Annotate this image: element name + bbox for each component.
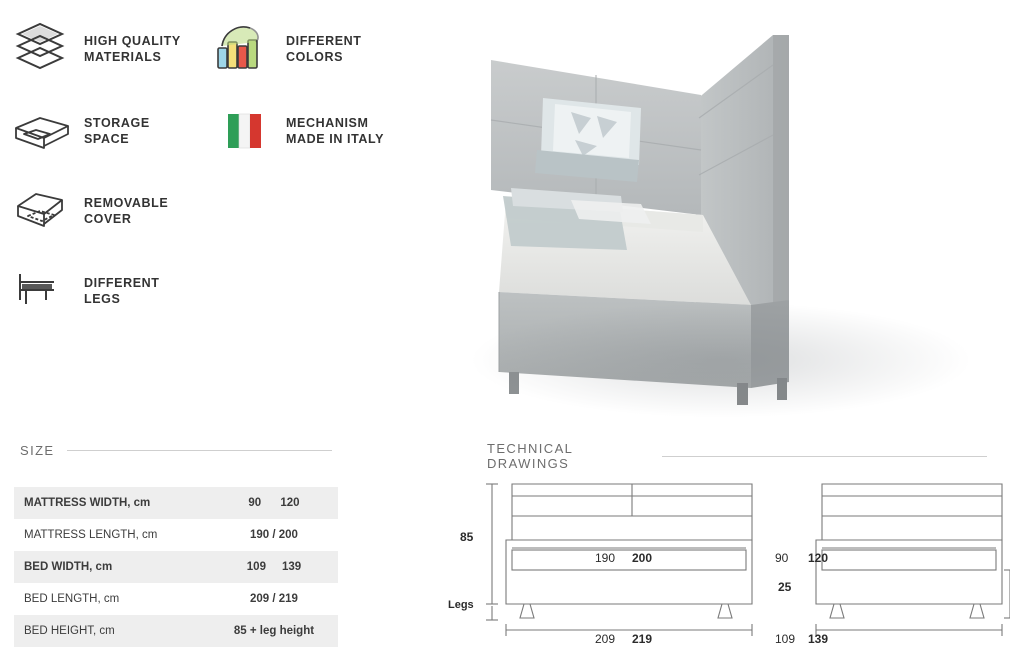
features-list [0,0,470,330]
front-bottom-dim-light: 109 [775,632,796,646]
feature-removable-cover [10,180,168,242]
row-label: MATTRESS LENGTH, cm [24,529,158,541]
bed-product-photo [451,0,1011,425]
front-inner-dim-bold: 120 [808,551,829,565]
color-swatches-icon [212,18,278,80]
feature-label: DIFFERENT COLORS [286,34,362,64]
feature-mechanism-made-in-italy [212,100,384,162]
side-inner-dim-bold: 200 [632,551,653,565]
row-values: 90 120 [248,497,300,509]
side-bottom-dim-bold: 219 [632,632,653,646]
feature-label: MECHANISM MADE IN ITALY [286,116,385,146]
side-inner-dim-light: 190 [595,551,616,565]
photo-shadow [461,300,981,420]
front-inner-dim-light: 90 [775,551,789,565]
storage-box-icon [10,100,76,162]
divider [67,450,332,451]
row-values: 209 / 219 [249,593,298,605]
drawings-svg [450,470,1010,650]
row-label: BED HEIGHT, cm [24,625,115,637]
row-values: 190 / 200 [249,529,298,541]
front-bottom-dim-bold: 139 [808,632,829,646]
row-label: BED LENGTH, cm [24,593,120,605]
feature-different-colors [212,18,362,80]
row-label: BED WIDTH, cm [24,561,113,573]
feature-label: DIFFERENT LEGS [84,276,160,306]
removable-cover-icon [10,180,76,242]
size-table [14,487,338,647]
table-row [14,615,338,647]
row-label: MATTRESS WIDTH, cm [24,497,151,509]
row-values: 85 + leg height [233,625,315,637]
table-row [14,487,338,519]
feature-label: STORAGE SPACE [84,116,150,146]
feature-high-quality-materials [10,18,181,80]
technical-drawings [450,470,1010,655]
front-legs-height-label: 25 [778,580,792,594]
feature-label: HIGH QUALITY MATERIALS [84,34,181,64]
side-legs-label: Legs [448,599,474,611]
size-section-title: SIZE [20,443,55,458]
row-values: 109 139 [246,561,302,573]
side-bottom-dim-light: 209 [595,632,616,646]
side-height-label: 85 [460,530,474,544]
feature-storage-space [10,100,150,162]
layers-icon [10,18,76,80]
technical-drawings-title: TECHNICAL DRAWINGS [487,441,573,471]
size-section-header [20,443,340,458]
feature-label: REMOVABLE COVER [84,196,169,226]
bed-legs-icon [10,260,76,322]
table-row [14,551,338,583]
technical-drawings-section-header [487,441,987,471]
italy-flag-icon [212,100,278,162]
feature-different-legs [10,260,160,322]
table-row [14,583,338,615]
divider [662,456,987,457]
table-row [14,519,338,551]
